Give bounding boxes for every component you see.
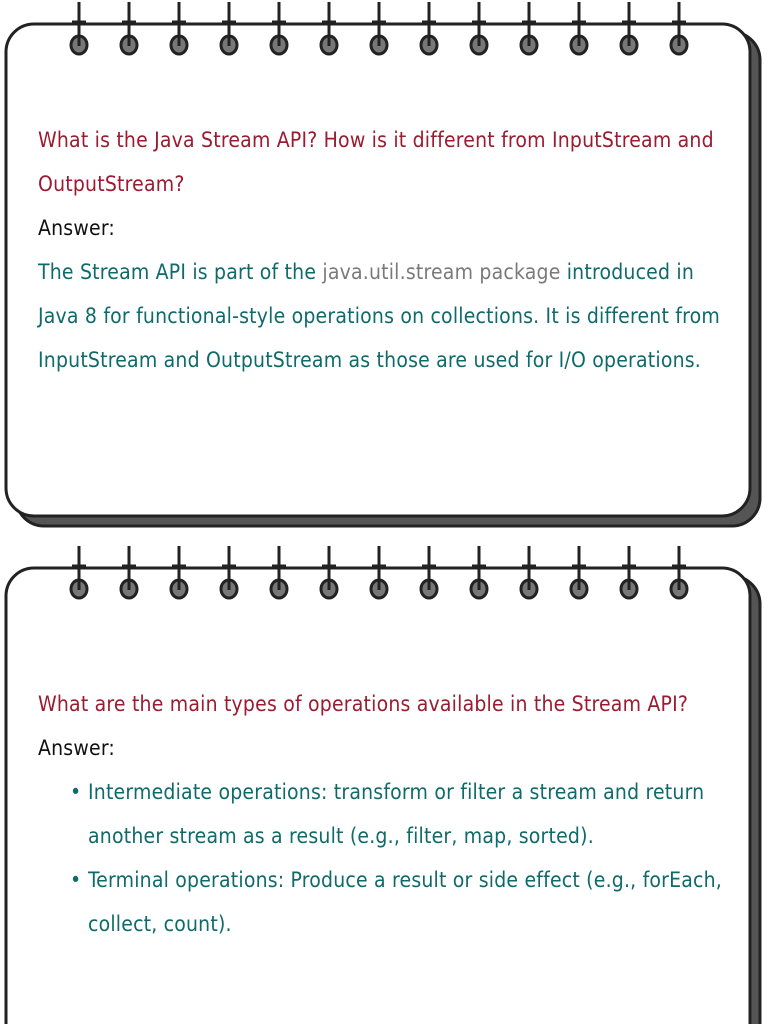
list-item: • Terminal operations: Produce a result or side effect (e.g., forEach, collect, count). [88,858,738,946]
list-item: • Intermediate operations: transform or filter a stream and return another stream as a result (e.g., filter, map, sorted). [88,770,738,858]
question-text: What is the Java Stream API? How is it different from InputStream and OutputStream? [38,128,714,196]
code-package-name: java.util.stream package [322,260,561,284]
bullet-dot-icon: • [70,868,82,892]
bullet-dot-icon: • [70,780,82,804]
answer-text: The Stream API is part of the java.util.stream package introduced in Java 8 for functional-style operations on collections. It is different from InputStream and OutputStream as those are used for I/O operations. [38,260,720,372]
flashcard-2 [0,544,768,1024]
answer-label: Answer: [38,736,115,760]
operations-list [38,770,738,946]
answer-label: Answer: [38,216,115,240]
question-text: What are the main types of operations available in the Stream API? [38,692,689,716]
